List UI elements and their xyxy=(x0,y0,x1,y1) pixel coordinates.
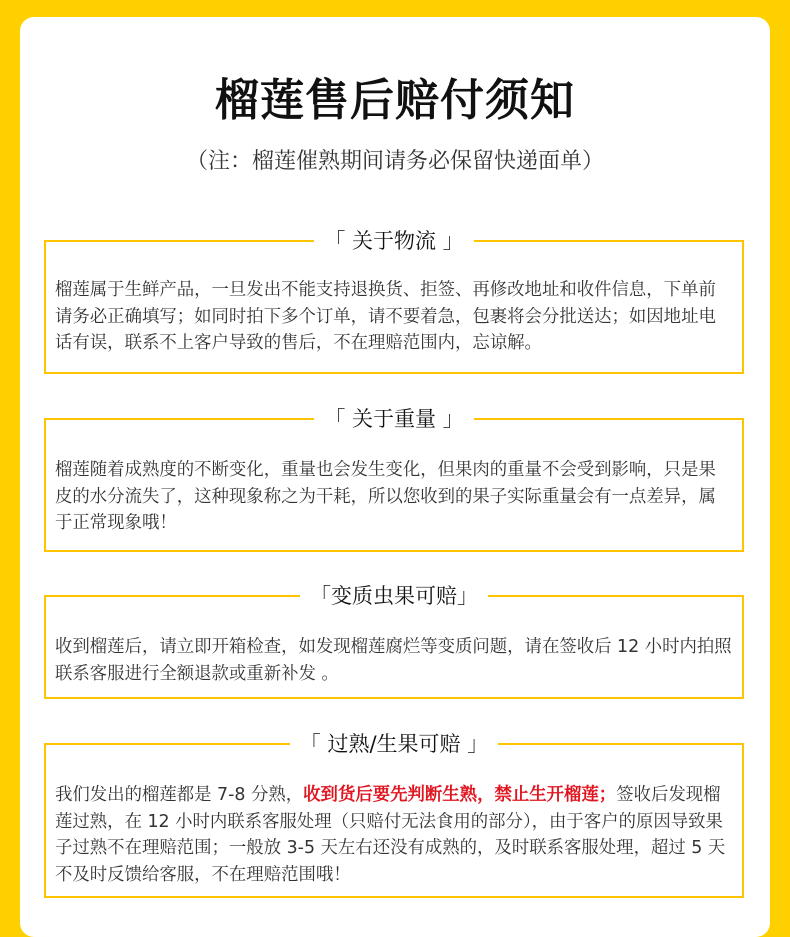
section-weight xyxy=(44,407,744,552)
title-area xyxy=(20,75,770,127)
warning-text: 收到货后要先判断生熟，禁止生开榴莲； xyxy=(303,785,617,805)
section-heading: 「 过熟/生果可赔 」 xyxy=(46,728,742,760)
section-heading: 「 关于重量 」 xyxy=(46,403,742,435)
section-heading: 「 关于物流 」 xyxy=(46,225,742,257)
notice-card xyxy=(20,17,770,937)
text-part: 签收后发现榴莲过熟，在 12 小时内联系客服处理（只赔付无法食用的部分），由于客户的原因导致果子过熟不在理赔范围；一般放 3-5 天左右还没有成熟的，及时联系客服处理，超过 5 天不及时反馈给客服，不在理赔范围哦！ xyxy=(55,785,726,885)
page-subtitle: （注：榴莲催熟期间请务必保留快递面单） xyxy=(185,149,604,174)
section-text: 榴莲随着成熟度的不断变化，重量也会发生变化，但果肉的重量不会受到影响，只是果皮的水分流失了，这种现象称之为干耗，所以您收到的果子实际重量会有一点差异，属于正常现象哦！ xyxy=(55,460,716,533)
text-part: 我们发出的榴莲都是 7-8 分熟， xyxy=(55,785,304,805)
section-heading: 「变质虫果可赔」 xyxy=(46,580,742,612)
section-text: 收到榴莲后，请立即开箱检查，如发现榴莲腐烂等变质问题，请在签收后 12 小时内拍照联系客服进行全额退款或重新补发 。 xyxy=(55,637,732,684)
page-title: 榴莲售后赔付须知 xyxy=(215,75,575,126)
section-text: 榴莲属于生鲜产品，一旦发出不能支持退换货、拒签、再修改地址和收件信息，下单前请务必正确填写；如同时拍下多个订单，请不要着急，包裹将会分批送达；如因地址电话有误，联系不上客户导致的售后，不在理赔范围内，忘谅解。 xyxy=(55,280,716,353)
section-spoiled-fruit xyxy=(44,584,744,699)
section-logistics xyxy=(44,229,744,374)
section-ripeness xyxy=(44,732,744,898)
section-text xyxy=(46,745,742,888)
